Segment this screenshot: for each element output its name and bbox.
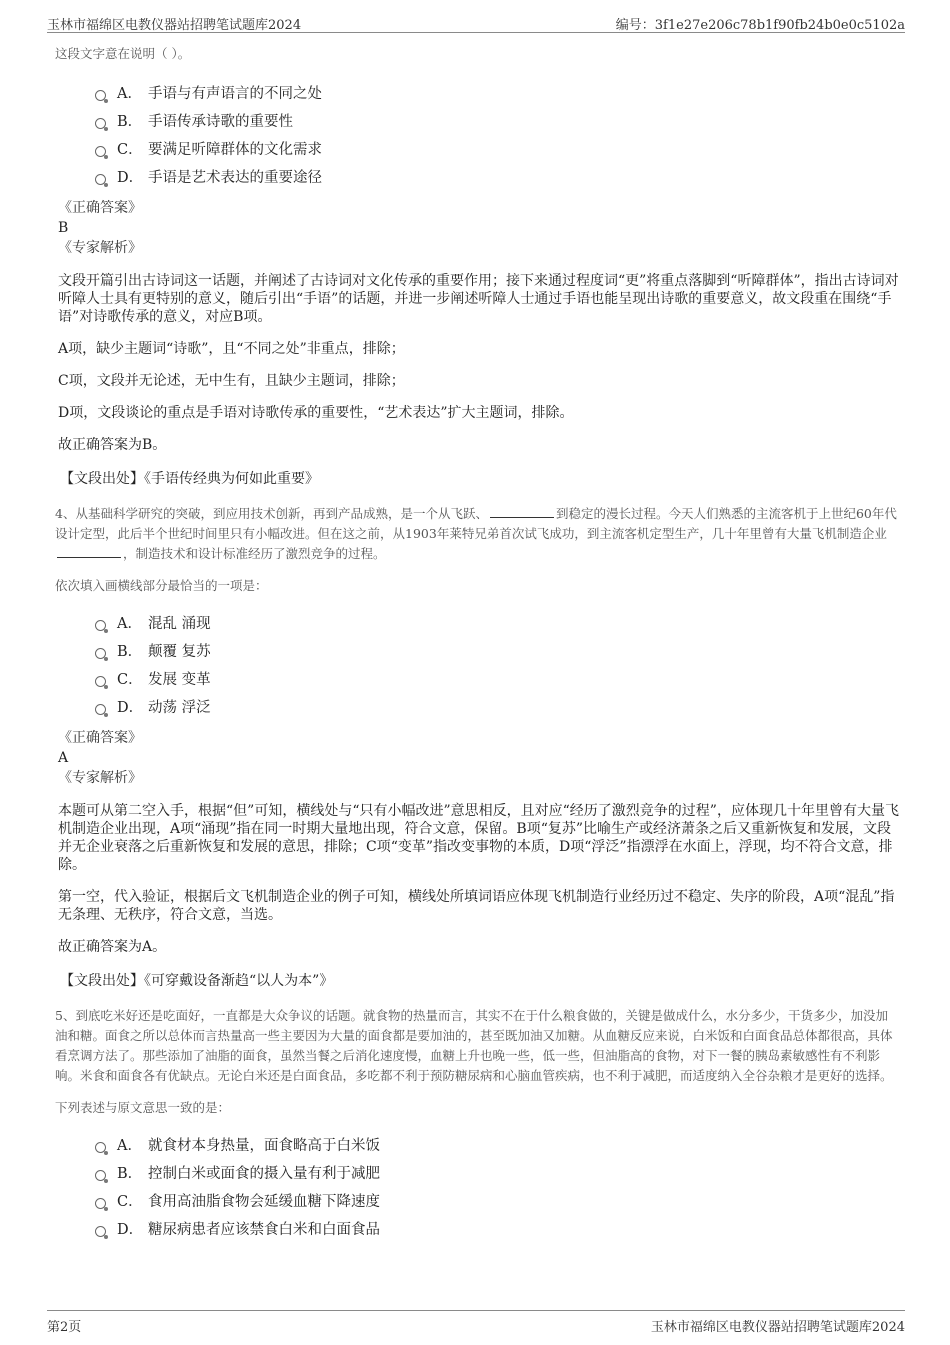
analysis-paragraph: 第一空，代入验证，根据后文飞机制造企业的例子可知，横线处所填词语应体现飞机制造行业经历过不稳定、失序的阶段，A项“混乱”指无条理、无秩序，符合文意，当选。 bbox=[58, 889, 895, 923]
option-letter: B． bbox=[117, 1166, 143, 1182]
question-3 bbox=[55, 44, 900, 488]
option-text: 颠覆 复苏 bbox=[148, 644, 211, 660]
passage-source: 【文段出处】《可穿戴设备渐趋“以人为本”》 bbox=[60, 973, 334, 989]
radio-icon[interactable] bbox=[95, 648, 106, 659]
option-letter: A． bbox=[117, 86, 142, 102]
option-text: 就食材本身热量，面食略高于白米饭 bbox=[148, 1138, 380, 1154]
option-text: 动荡 浮泛 bbox=[148, 700, 211, 716]
analysis-paragraph: 故正确答案为B。 bbox=[58, 437, 167, 453]
answer-label: 《正确答案》 bbox=[58, 730, 142, 746]
passage-source: 【文段出处】《手语传经典为何如此重要》 bbox=[60, 471, 319, 487]
option-c[interactable] bbox=[95, 668, 900, 696]
correct-answer: A bbox=[58, 750, 69, 766]
radio-icon[interactable] bbox=[95, 90, 106, 101]
option-letter: C． bbox=[117, 142, 143, 158]
radio-icon[interactable] bbox=[95, 676, 106, 687]
radio-icon[interactable] bbox=[95, 1226, 106, 1237]
option-letter: D． bbox=[117, 1222, 144, 1238]
option-d[interactable] bbox=[95, 1218, 900, 1246]
page-content bbox=[55, 44, 900, 1246]
question-4-stem bbox=[55, 504, 900, 564]
stem-text: 4、从基础科学研究的突破，到应用技术创新，再到产品成熟，是一个从飞跃、 bbox=[55, 506, 488, 521]
option-b[interactable] bbox=[95, 110, 900, 138]
analysis-label: 《专家解析》 bbox=[58, 770, 142, 786]
option-text: 发展 变革 bbox=[148, 672, 211, 688]
option-a[interactable] bbox=[95, 1134, 900, 1162]
option-a[interactable] bbox=[95, 82, 900, 110]
stem-text: 到稳定的漫长过程。今天人们熟悉的主流客机于上世纪60年代设计定型，此后半个世纪时间里只有小幅改进。但在这之前，从1903年莱特兄弟首次试飞成功，到主流客机定型生产，几十年里曾有大量飞机制造企业 bbox=[55, 506, 897, 541]
radio-icon[interactable] bbox=[95, 174, 106, 185]
radio-icon[interactable] bbox=[95, 620, 106, 631]
analysis-paragraph: 本题可从第二空入手，根据“但”可知，横线处与“只有小幅改进”意思相反，且对应“经历了激烈竞争的过程”，应体现几十年里曾有大量飞机制造企业出现，A项“涌现”指在同一时期大量地出现，符合文意，保留。B项“复苏”比喻生产或经济萧条之后又重新恢复和发展，文段并无企业衰落之后重新恢复和发展的意思，排除；C项“变革”指改变事物的本质，D项“浮泛”指漂浮在水面上，浮现，均不符合文意，排除。 bbox=[58, 803, 899, 873]
option-d[interactable] bbox=[95, 166, 900, 194]
option-letter: A． bbox=[117, 1138, 142, 1154]
option-text: 控制白米或面食的摄入量有利于减肥 bbox=[148, 1166, 380, 1182]
option-c[interactable] bbox=[95, 1190, 900, 1218]
option-a[interactable] bbox=[95, 612, 900, 640]
option-letter: C． bbox=[117, 672, 143, 688]
option-letter: D． bbox=[117, 170, 144, 186]
option-letter: B． bbox=[117, 644, 143, 660]
page-number: 第2页 bbox=[47, 1320, 82, 1335]
radio-icon[interactable] bbox=[95, 1142, 106, 1153]
header-code: 编号：3f1e27e206c78b1f90fb24b0e0c5102a bbox=[615, 18, 905, 33]
question-5-options bbox=[95, 1134, 900, 1246]
answer-label: 《正确答案》 bbox=[58, 200, 142, 216]
option-text: 混乱 涌现 bbox=[148, 616, 211, 632]
option-c[interactable] bbox=[95, 138, 900, 166]
question-5 bbox=[55, 1006, 900, 1246]
stem-text: ，制造技术和设计标准经历了激烈竞争的过程。 bbox=[123, 546, 386, 561]
option-letter: B． bbox=[117, 114, 143, 130]
analysis-paragraph: A项，缺少主题词“诗歌”，且“不同之处”非重点，排除； bbox=[58, 341, 405, 357]
page-header bbox=[47, 10, 905, 33]
analysis-paragraph: 故正确答案为A。 bbox=[58, 939, 167, 955]
option-text: 要满足听障群体的文化需求 bbox=[148, 142, 322, 158]
option-d[interactable] bbox=[95, 696, 900, 724]
radio-icon[interactable] bbox=[95, 118, 106, 129]
option-letter: D． bbox=[117, 700, 144, 716]
question-5-stem: 5、到底吃米好还是吃面好，一直都是大众争议的话题。就食物的热量而言，其实不在于什么粮食做的，关键是做成什么，水分多少，干货多少，加没加油和糖。面食之所以总体而言热量高一些主要因为大量的面食都是要加油的，甚至既加油又加糖。从血糖反应来说，白米饭和白面食品总体都很高，具体看烹调方法了。那些添加了油脂的面食，虽然当餐之后消化速度慢，血糖上升也晚一些，低一些，但油脂高的食物，对下一餐的胰岛素敏感性有不利影响。米食和面食各有优缺点。无论白米还是白面食品，多吃都不利于预防糖尿病和心脑血管疾病，也不利于减肥，而适度纳入全谷杂粮才是更好的选择。 bbox=[55, 1008, 893, 1083]
fill-blank bbox=[490, 505, 554, 518]
correct-answer: B bbox=[58, 220, 69, 236]
analysis-paragraph: D项，文段谈论的重点是手语对诗歌传承的重要性，“艺术表达”扩大主题词，排除。 bbox=[58, 405, 574, 421]
option-letter: A． bbox=[117, 616, 142, 632]
option-b[interactable] bbox=[95, 640, 900, 668]
option-b[interactable] bbox=[95, 1162, 900, 1190]
option-text: 手语与有声语言的不同之处 bbox=[148, 86, 322, 102]
option-text: 食用高油脂食物会延缓血糖下降速度 bbox=[148, 1194, 380, 1210]
page-footer bbox=[47, 1310, 905, 1335]
question-3-prompt: 这段文字意在说明（ ）。 bbox=[55, 46, 191, 61]
option-letter: C． bbox=[117, 1194, 143, 1210]
analysis-paragraph: 文段开篇引出古诗词这一话题，并阐述了古诗词对文化传承的重要作用；接下来通过程度词“更”将重点落脚到“听障群体”，指出古诗词对听障人士具有更特别的意义，随后引出“手语”的话题，并进一步阐述听障人士通过手语也能呈现出诗歌的重要意义，故文段重在围绕“手语”对诗歌传承的意义，对应B项。 bbox=[58, 273, 899, 325]
question-5-prompt: 下列表述与原文意思一致的是： bbox=[55, 1100, 231, 1115]
question-4-options bbox=[95, 612, 900, 724]
radio-icon[interactable] bbox=[95, 1198, 106, 1209]
footer-title: 玉林市福绵区电教仪器站招聘笔试题库2024 bbox=[650, 1320, 905, 1335]
fill-blank bbox=[57, 545, 121, 558]
radio-icon[interactable] bbox=[95, 704, 106, 715]
question-4-prompt: 依次填入画横线部分最恰当的一项是： bbox=[55, 578, 268, 593]
radio-icon[interactable] bbox=[95, 1170, 106, 1181]
question-4 bbox=[55, 504, 900, 990]
radio-icon[interactable] bbox=[95, 146, 106, 157]
question-3-options bbox=[95, 82, 900, 194]
analysis-label: 《专家解析》 bbox=[58, 240, 142, 256]
option-text: 手语传承诗歌的重要性 bbox=[148, 114, 293, 130]
analysis-paragraph: C项，文段并无论述，无中生有，且缺少主题词，排除； bbox=[58, 373, 405, 389]
option-text: 糖尿病患者应该禁食白米和白面食品 bbox=[148, 1222, 380, 1238]
header-title: 玉林市福绵区电教仪器站招聘笔试题库2024 bbox=[47, 18, 302, 33]
option-text: 手语是艺术表达的重要途径 bbox=[148, 170, 322, 186]
